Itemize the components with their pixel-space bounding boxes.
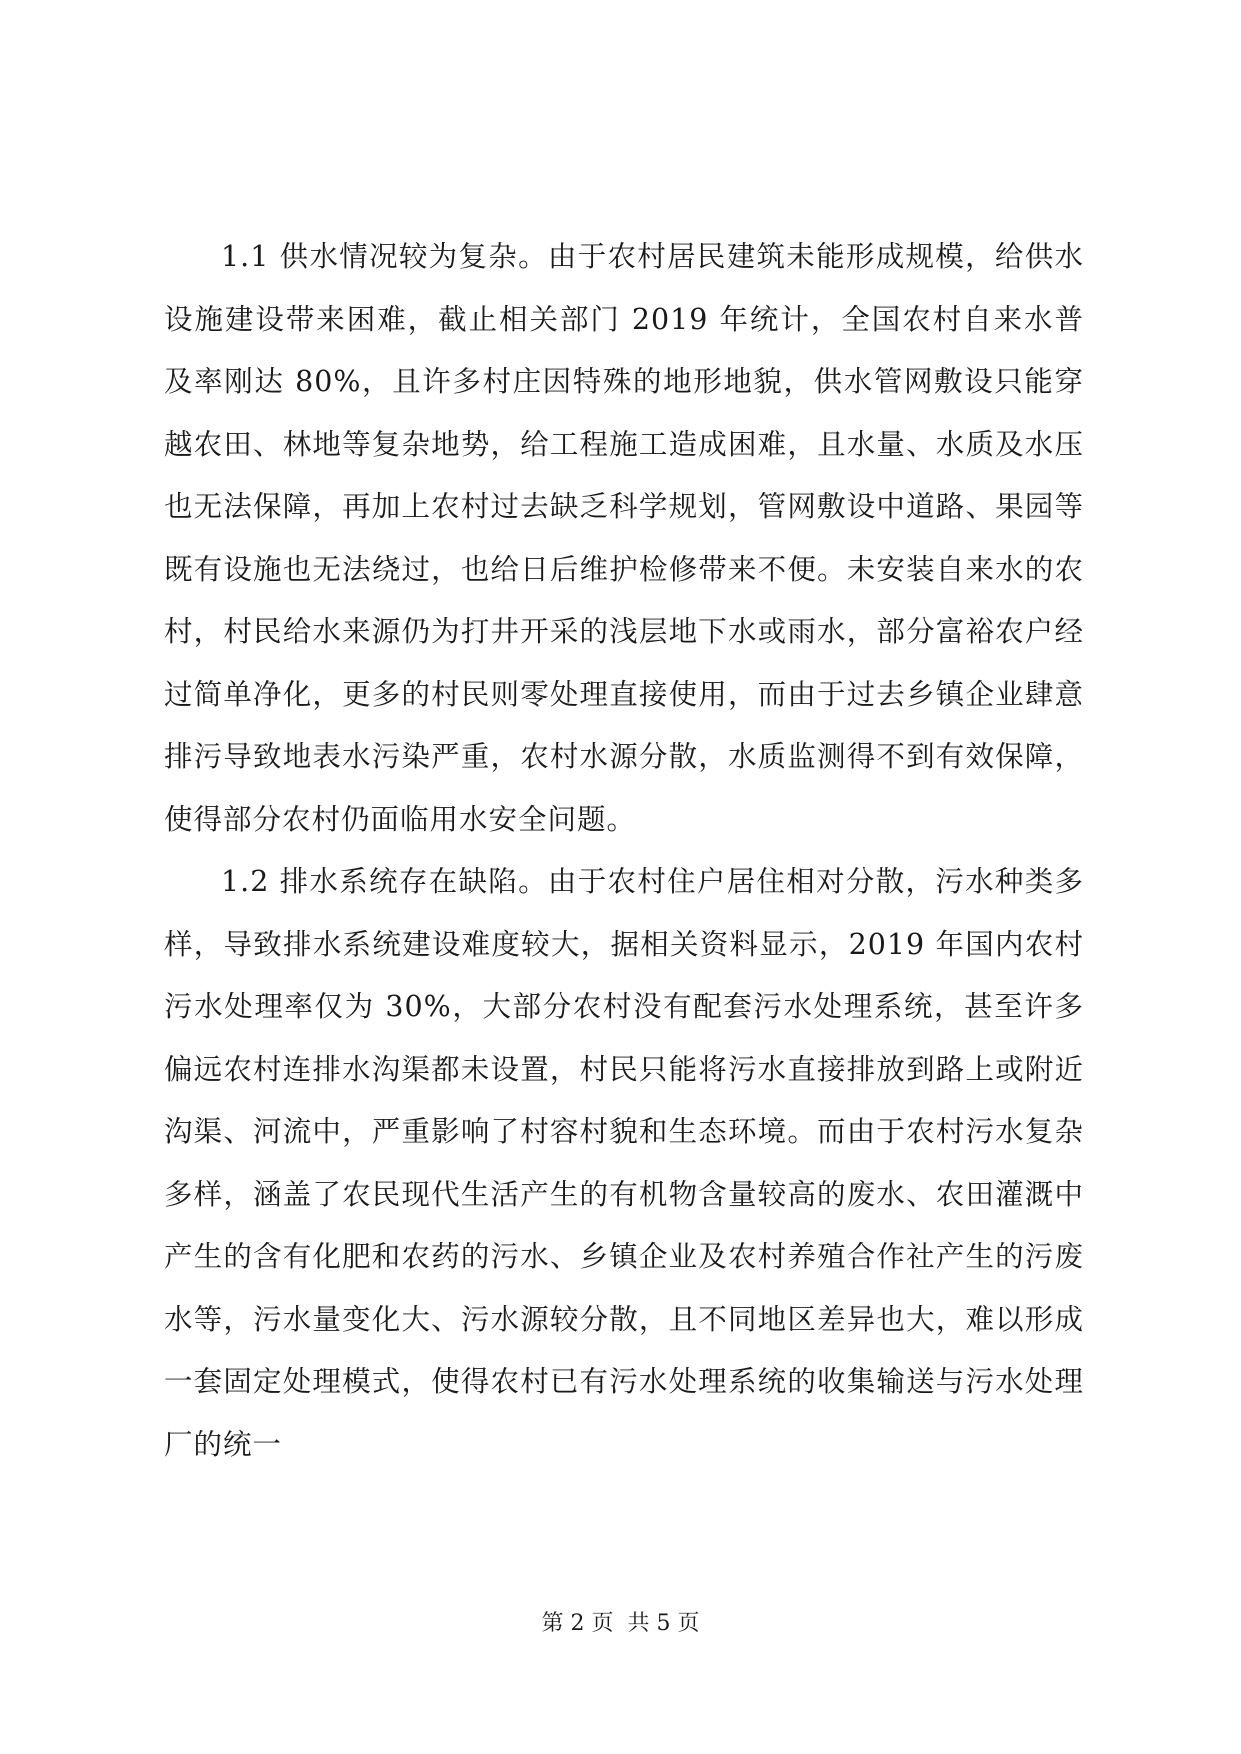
document-body — [164, 226, 1084, 1476]
paragraph-water-supply: 1.1 供水情况较为复杂。由于农村居民建筑未能形成规模，给供水设施建设带来困难，截止相关部门 2019 年统计，全国农村自来水普及率刚达 80%，且许多村庄因特殊的地形地貌，供水管网敷设只能穿越农田、林地等复杂地势，给工程施工造成困难，且水量、水质及水压也无法保障，再加上农村过去缺乏科学规划，管网敷设中道路、果园等既有设施也无法绕过，也给日后维护检修带来不便。未安装自来水的农村，村民给水来源仍为打井开采的浅层地下水或雨水，部分富裕农户经过简单净化，更多的村民则零处理直接使用，而由于过去乡镇企业肆意排污导致地表水污染严重，农村水源分散，水质监测得不到有效保障，使得部分农村仍面临用水安全问题。 — [164, 240, 1084, 836]
paragraph-drainage-system: 1.2 排水系统存在缺陷。由于农村住户居住相对分散，污水种类多样，导致排水系统建设难度较大，据相关资料显示，2019 年国内农村污水处理率仅为 30%，大部分农村没有配套污水处理系统，甚至许多偏远农村连排水沟渠都未设置，村民只能将污水直接排放到路上或附近沟渠、河流中，严重影响了村容村貌和生态环境。而由于农村污水复杂多样，涵盖了农民现代生活产生的有机物含量较高的废水、农田灌溉中产生的含有化肥和农药的污水、乡镇企业及农村养殖合作社产生的污废水等，污水量变化大、污水源较分散，且不同地区差异也大，难以形成一套固定处理模式，使得农村已有污水处理系统的收集输送与污水处理厂的统一 — [164, 865, 1084, 1461]
page-number-label: 第 2 页 共 5 页 — [541, 1611, 700, 1636]
page-footer — [0, 1609, 1241, 1639]
